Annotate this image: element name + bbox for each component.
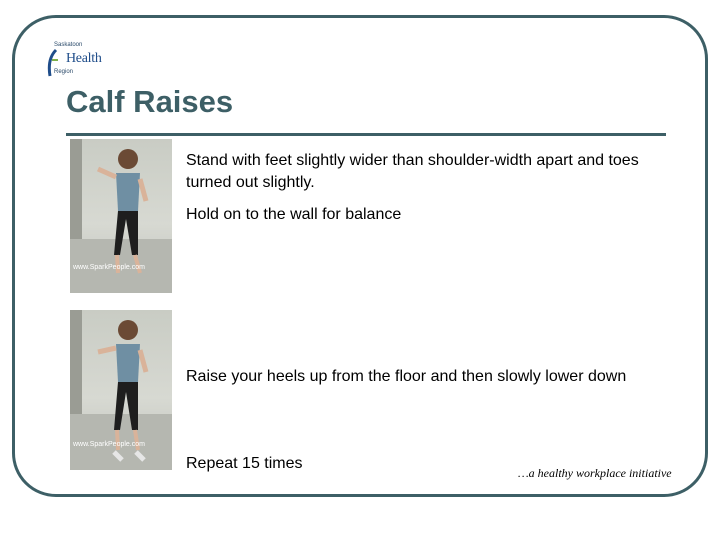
health-region-logo: [46, 42, 106, 82]
logo-line3: Region: [54, 69, 74, 75]
photo-watermark: www.SparkPeople.com: [73, 264, 145, 271]
logo-line1: Saskatoon: [54, 42, 83, 48]
exercise-photo-raise: [70, 310, 172, 470]
logo-word: Health: [66, 51, 102, 66]
title-underline: [66, 133, 666, 136]
footer-tagline: …a healthy workplace initiative: [518, 466, 672, 480]
instruction-step-2: Hold on to the wall for balance: [186, 206, 402, 223]
instruction-step-1: Stand with feet slightly wider than shoulder-width apart and toes turned out slightly.: [186, 152, 639, 191]
instruction-step-4: Repeat 15 times: [186, 455, 303, 472]
exercise-photo-start: [70, 139, 172, 293]
photo-watermark: www.SparkPeople.com: [73, 441, 145, 448]
instruction-step-3: Raise your heels up from the floor and then slowly lower down: [186, 368, 627, 385]
slide-title: Calf Raises: [66, 84, 234, 119]
